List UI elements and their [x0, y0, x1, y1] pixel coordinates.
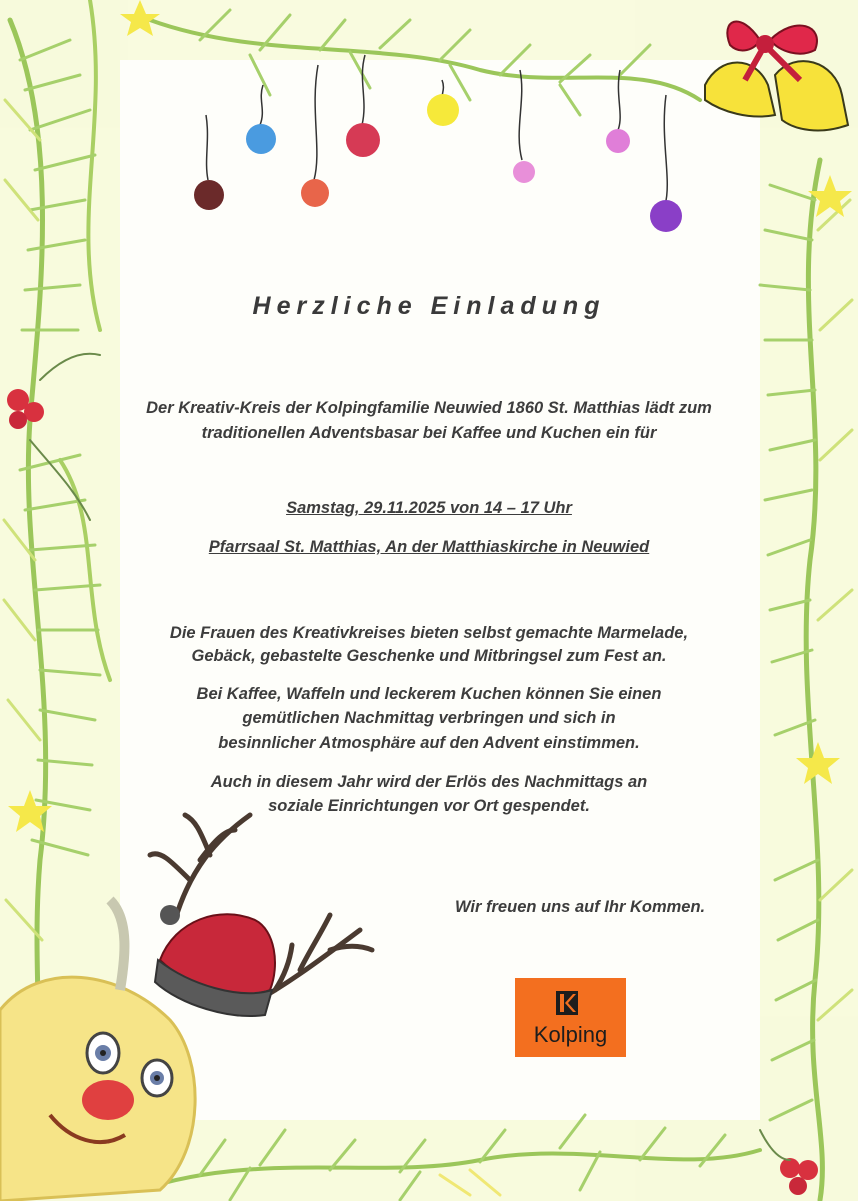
kolping-k-icon: [556, 991, 578, 1015]
kolping-logo: [515, 978, 626, 1057]
paragraph-2-line-2: gemütlichen Nachmittag verbringen und sich in: [242, 709, 616, 727]
paragraph-2-line-3: besinnlicher Atmosphäre auf den Advent einstimmen.: [218, 734, 640, 752]
paragraph-3-line-1: Auch in diesem Jahr wird der Erlös des Nachmittags an: [210, 773, 648, 791]
paragraph-1-line-1: Die Frauen des Kreativkreises bieten selbst gemachte Marmelade,: [169, 624, 689, 642]
event-date: Samstag, 29.11.2025 von 14 – 17 Uhr: [286, 499, 572, 517]
intro-line-1: Der Kreativ-Kreis der Kolpingfamilie Neuwied 1860 St. Matthias lädt zum: [146, 399, 712, 417]
paragraph-2-line-1: Bei Kaffee, Waffeln und leckerem Kuchen können Sie einen: [196, 685, 662, 703]
intro-line-2: traditionellen Adventsbasar bei Kaffee und Kuchen ein für: [201, 424, 657, 442]
event-location: Pfarrsaal St. Matthias, An der Matthiaskirche in Neuwied: [208, 538, 650, 556]
invitation-title: Herzliche Einladung: [252, 292, 606, 320]
paragraph-3-line-2: soziale Einrichtungen vor Ort gespendet.: [268, 797, 590, 815]
closing-text: Wir freuen uns auf Ihr Kommen.: [455, 898, 706, 916]
kolping-logo-text: Kolping: [533, 1022, 608, 1047]
paragraph-1-line-2: Gebäck, gebastelte Geschenke und Mitbringsel zum Fest an.: [191, 647, 667, 665]
